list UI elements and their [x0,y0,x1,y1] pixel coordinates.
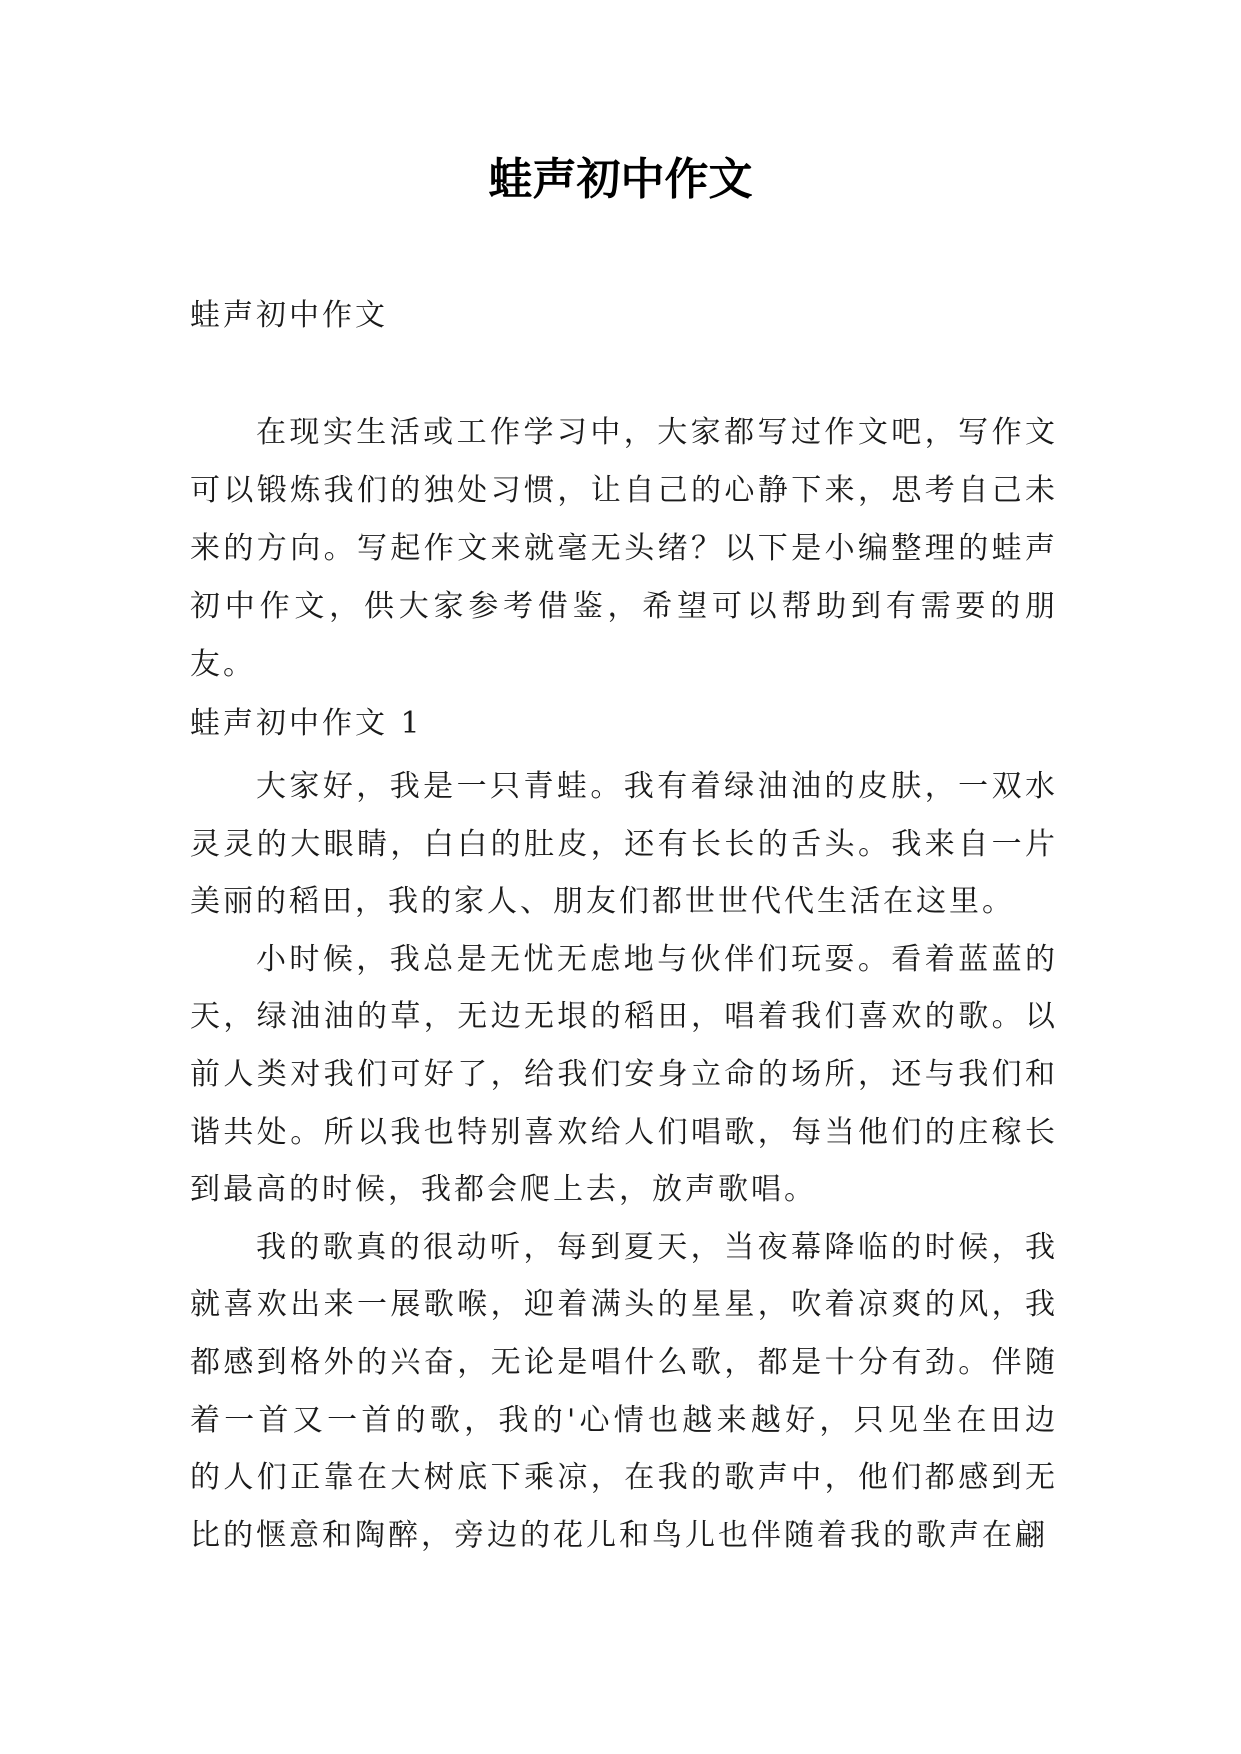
section-heading: 蛙声初中作文 1 [190,706,423,741]
essay-paragraph-2: 小时候，我总是无忧无虑地与伙伴们玩耍。看着蓝蓝的天，绿油油的草，无边无垠的稻田，唱着我们喜欢的歌。以前人类对我们可好了，给我们安身立命的场所，还与我们和谐共处。所以我也特别喜欢给人们唱歌，每当他们的庄稼长到最高的时候，我都会爬上去，放声歌唱。 [190,941,1058,1208]
intro-paragraph: 在现实生活或工作学习中，大家都写过作文吧，写作文可以锻炼我们的独处习惯，让自己的心静下来，思考自己未来的方向。写起作文来就毫无头绪？以下是小编整理的蛙声初中作文，供大家参考借鉴，希望可以帮助到有需要的朋友。 [190,415,1058,682]
essay-paragraph-1: 大家好，我是一只青蛙。我有着绿油油的皮肤，一双水灵灵的大眼睛，白白的肚皮，还有长长的舌头。我来自一片美丽的稻田，我的家人、朋友们都世世代代生活在这里。 [190,769,1058,920]
document-title: 蛙声初中作文 [488,154,753,205]
document-subtitle: 蛙声初中作文 [190,298,388,333]
essay-section [190,702,1058,1564]
essay-paragraph-3: 我的歌真的很动听，每到夏天，当夜幕降临的时候，我就喜欢出来一展歌喉，迎着满头的星星，吹着凉爽的风，我都感到格外的兴奋，无论是唱什么歌，都是十分有劲。伴随着一首又一首的歌，我的'心情也越来越好，只见坐在田边的人们正靠在大树底下乘凉，在我的歌声中，他们都感到无比的惬意和陶醉，旁边的花儿和鸟儿也伴随着我的歌声在翩 [190,1229,1058,1553]
